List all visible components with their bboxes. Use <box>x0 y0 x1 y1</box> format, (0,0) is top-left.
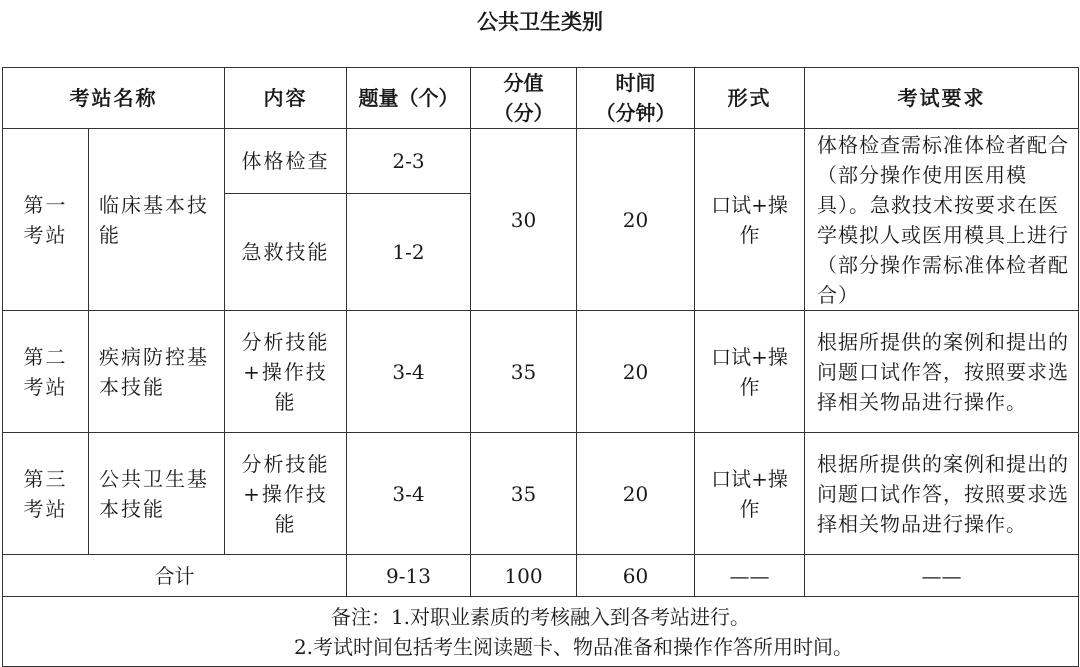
header-content: 内容 <box>225 68 347 129</box>
content-cell: 急救技能 <box>225 194 347 311</box>
total-format: —— <box>695 555 805 597</box>
header-count: 题量（个） <box>347 68 471 129</box>
score-cell: 35 <box>471 433 577 555</box>
notes-row <box>3 597 1079 667</box>
score-cell: 30 <box>471 129 577 311</box>
header-row <box>3 68 1079 129</box>
time-cell: 20 <box>577 433 695 555</box>
table-row <box>3 311 1079 433</box>
total-count: 9-13 <box>347 555 471 597</box>
station-name: 疾病防控基 本技能 <box>89 311 225 433</box>
format-cell: 口试+操 作 <box>695 433 805 555</box>
station-number: 第三 考站 <box>3 433 89 555</box>
station-number: 第二 考站 <box>3 311 89 433</box>
count-cell: 3-4 <box>347 311 471 433</box>
count-cell: 3-4 <box>347 433 471 555</box>
time-cell: 20 <box>577 311 695 433</box>
table-row <box>3 129 1079 194</box>
header-time: 时间 （分钟） <box>577 68 695 129</box>
format-cell: 口试+操 作 <box>695 129 805 311</box>
requirements-cell: 根据所提供的案例和提出的问题口试作答，按照要求选择相关物品进行操作。 <box>805 433 1079 555</box>
format-cell: 口试+操 作 <box>695 311 805 433</box>
header-format: 形式 <box>695 68 805 129</box>
count-cell: 1-2 <box>347 194 471 311</box>
total-label: 合计 <box>3 555 347 597</box>
content-cell: 体格检查 <box>225 129 347 194</box>
total-row <box>3 555 1079 597</box>
time-cell: 20 <box>577 129 695 311</box>
station-name: 公共卫生基 本技能 <box>89 433 225 555</box>
station-name: 临床基本技 能 <box>89 129 225 311</box>
header-score: 分值 （分） <box>471 68 577 129</box>
requirements-cell: 体格检查需标准体检者配合（部分操作使用医用模具）。急救技术按要求在医学模拟人或医用模具上进行（部分操作需标准体检者配合） <box>805 129 1079 311</box>
note-line-1: 备注：1.对职业素质的考核融入到各考站进行。 <box>330 604 751 629</box>
total-time: 60 <box>577 555 695 597</box>
notes-cell <box>3 597 1079 667</box>
content-cell: 分析技能 +操作技 能 <box>225 311 347 433</box>
station-number: 第一 考站 <box>3 129 89 311</box>
total-score: 100 <box>471 555 577 597</box>
score-cell: 35 <box>471 311 577 433</box>
exam-table <box>2 67 1079 667</box>
requirements-cell: 根据所提供的案例和提出的问题口试作答，按照要求选择相关物品进行操作。 <box>805 311 1079 433</box>
page-title: 公共卫生类别 <box>477 10 603 34</box>
note-line-2: 2.考试时间包括考生阅读题卡、物品准备和操作作答所用时间。 <box>293 634 854 659</box>
content-cell: 分析技能 +操作技 能 <box>225 433 347 555</box>
header-station: 考站名称 <box>3 68 225 129</box>
total-requirements: —— <box>805 555 1079 597</box>
count-cell: 2-3 <box>347 129 471 194</box>
table-row <box>3 433 1079 555</box>
header-requirements: 考试要求 <box>805 68 1079 129</box>
